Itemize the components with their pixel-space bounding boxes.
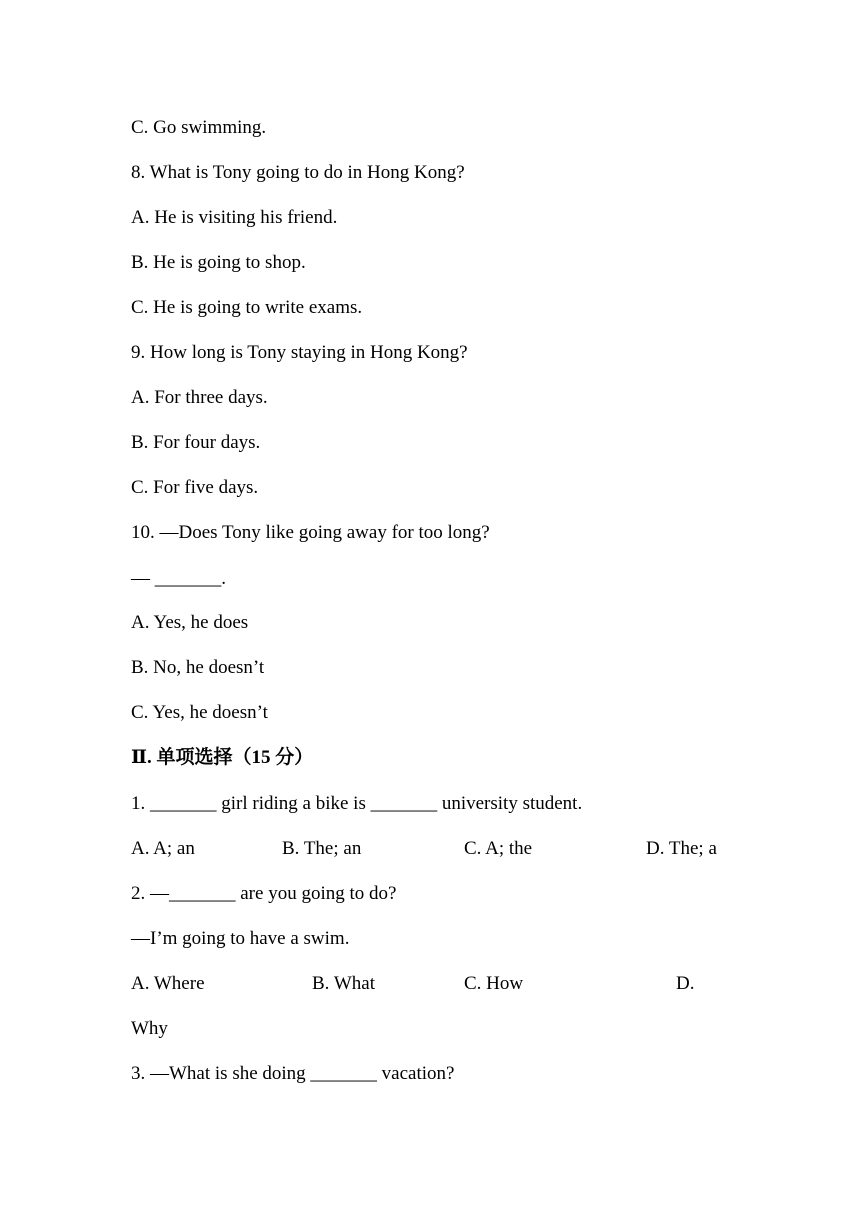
question-10: 10. —Does Tony like going away for too long?	[131, 522, 490, 543]
mc-q1-option-c: C. A; the	[464, 838, 533, 859]
q8-option-b: B. He is going to shop.	[131, 252, 306, 273]
answer-option-c-prev: C. Go swimming.	[131, 117, 267, 138]
q8-option-a: A. He is visiting his friend.	[131, 207, 338, 228]
q10-option-a: A. Yes, he does	[131, 612, 249, 633]
mc-question-1: 1. _______ girl riding a bike is _______ university student.	[131, 793, 583, 814]
mc-q2-option-d-wrap: Why	[131, 1018, 168, 1039]
question-10-answer-blank: — _______.	[131, 568, 226, 589]
mc-q2-option-d: D.	[676, 973, 695, 994]
q9-option-a: A. For three days.	[131, 387, 268, 408]
question-9: 9. How long is Tony staying in Hong Kong?	[131, 342, 468, 363]
q10-option-c: C. Yes, he doesn’t	[131, 702, 268, 723]
mc-q2-option-c: C. How	[464, 973, 524, 994]
mc-question-2-reply: —I’m going to have a swim.	[131, 928, 350, 949]
mc-q2-option-b: B. What	[312, 973, 375, 994]
q9-option-c: C. For five days.	[131, 477, 259, 498]
q10-option-b: B. No, he doesn’t	[131, 657, 265, 678]
mc-q1-option-d: D. The; a	[646, 838, 717, 859]
question-8: 8. What is Tony going to do in Hong Kong?	[131, 162, 465, 183]
mc-question-3: 3. —What is she doing _______ vacation?	[131, 1063, 455, 1084]
mc-question-2: 2. —_______ are you going to do?	[131, 883, 397, 904]
mc-q1-option-a: A. A; an	[131, 838, 195, 859]
q8-option-c: C. He is going to write exams.	[131, 297, 363, 318]
mc-q2-option-a: A. Where	[131, 973, 205, 994]
mc-q1-option-b: B. The; an	[282, 838, 362, 859]
q9-option-b: B. For four days.	[131, 432, 261, 453]
section-heading: Ⅱ. 单项选择（15 分）	[131, 747, 314, 768]
